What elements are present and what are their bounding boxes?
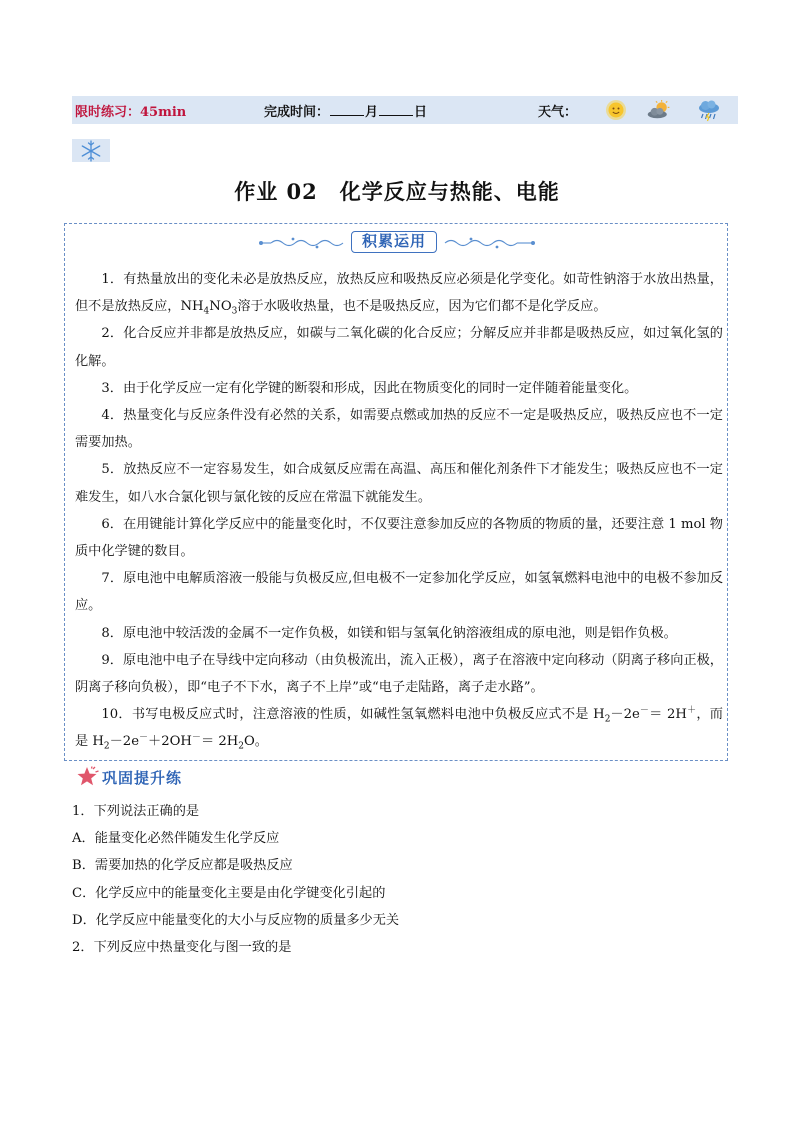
star-icon: [76, 766, 100, 788]
header-bar: [72, 96, 738, 124]
time-limit-value: 45min: [140, 104, 187, 120]
notes-banner: [257, 229, 537, 257]
note-item-2: 2．化合反应并非都是放热反应，如碳与二氧化碳的化合反应；分解反应并非都是吸热反应，如过氧化氢的化解。: [75, 326, 723, 369]
note-item-7: 7．原电池中电解质溶液一般能与负极反应,但电极不一定参加化学反应，如氢氧燃料电池中的电极不参加反应。: [75, 571, 723, 614]
rain-cloud-icon[interactable]: [696, 98, 722, 122]
page-title: [0, 176, 794, 206]
month-blank[interactable]: [330, 103, 364, 116]
note-item-5: 5．放热反应不一定容易发生，如合成氨反应需在高温、高压和催化剂条件下才能发生；吸热反应也不一定难发生，如八水合氯化钡与氯化铵的反应在常温下就能发生。: [75, 462, 723, 505]
note-item-6: 6．在用键能计算化学反应中的能量变化时，不仅要注意参加反应的各物质的物质的量，还要注意 1 mol 物质中化学键的数目。: [75, 516, 723, 560]
notes-list: [75, 266, 723, 756]
note-item-4: 4．热量变化与反应条件没有必然的关系，如需要点燃或加热的反应不一定是吸热反应，吸热反应也不一定需要加热。: [75, 408, 723, 451]
notes-section-label: 积累运用: [351, 231, 437, 253]
note-item-8: 8．原电池中较活泼的金属不一定作负极，如镁和铝与氢氧化钠溶液组成的原电池，则是铝作负极。: [101, 625, 677, 641]
completion-time-label: 完成时间：: [264, 104, 330, 120]
notes-box: [64, 223, 728, 761]
day-blank[interactable]: [379, 103, 413, 116]
note-item-1: 1．有热量放出的变化未必是放热反应，放热反应和吸热反应必须是化学变化。如苛性钠溶于水放出热量，但不是放热反应，$NH_4NO_3$溶于水吸收热量，也不是吸热反应，因为它们都不是化学反应。: [75, 272, 723, 317]
note-item-10: 10．书写电极反应式时，注意溶液的性质，如碱性氢氧燃料电池中负极反应式不是 $H_2-2e^-= 2H^+$，而是 $H_2-2e^-+2OH^-= 2H_2O$。: [75, 705, 723, 753]
partly-cloudy-icon[interactable]: [646, 98, 672, 122]
weather-label: 天气：: [538, 104, 578, 120]
question-list: [72, 798, 732, 961]
completion-time: [264, 101, 427, 120]
option-d[interactable]: D．化学反应中能量变化的大小与反应物的质量多少无关: [72, 912, 400, 928]
option-a[interactable]: A．能量变化必然伴随发生化学反应: [72, 831, 280, 847]
day-label: 日: [414, 104, 428, 120]
note-item-3: 3．由于化学反应一定有化学键的断裂和形成，因此在物质变化的同时一定伴随着能量变化。: [101, 380, 638, 396]
snowflake-box: [72, 139, 110, 162]
note-item-9: 9．原电池中电子在导线中定向移动（由负极流出，流入正极），离子在溶液中定向移动（阴离子移向正极，阴离子移向负极），即“电子不下水，离子不上岸”或“电子走陆路，离子走水路”。: [75, 652, 723, 696]
sun-icon[interactable]: [603, 98, 629, 122]
option-c[interactable]: C．化学反应中的能量变化主要是由化学键变化引起的: [72, 885, 386, 901]
time-limit: [75, 101, 186, 120]
question-1: 1．下列说法正确的是: [72, 804, 200, 819]
assignment-number: 作业 02: [234, 179, 318, 204]
option-b[interactable]: B．需要加热的化学反应都是吸热反应: [72, 858, 293, 874]
question-2: 2．下列反应中热量变化与图一致的是: [72, 940, 292, 956]
time-limit-label: 限时练习：: [75, 104, 141, 120]
snowflake-icon: [78, 140, 104, 162]
month-label: 月: [365, 104, 379, 120]
practice-section-label: 巩固提升练: [102, 769, 183, 787]
assignment-title: 化学反应与热能、电能: [339, 179, 560, 204]
